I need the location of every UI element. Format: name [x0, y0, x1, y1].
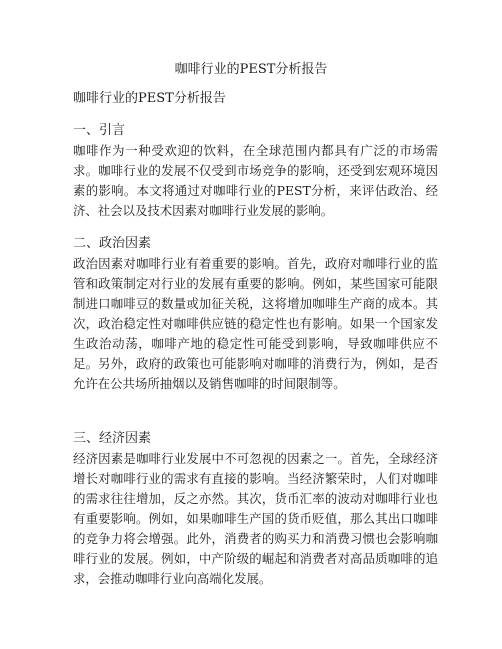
section-body: 经济因素是咖啡行业发展中不可忽视的因素之一。首先，全球经济增长对咖啡行业的需求有直接的影响。当经济繁荣时，人们对咖啡的需求往往增加，反之亦然。其次，货币汇率的波动对咖啡行业也有重要影响。例如，如果咖啡生产国的货币贬值，那么其出口咖啡的竞争力将会增强。此外，消费者的购买力和消费习惯也会影响咖啡行业的发展。例如，中产阶级的崛起和消费者对高品质咖啡的追求，会推动咖啡行业向高端化发展。 — [73, 451, 438, 586]
document-title: 咖啡行业的PEST分析报告 — [174, 62, 328, 77]
document-subtitle: 咖啡行业的PEST分析报告 — [73, 91, 226, 106]
section-economic — [73, 431, 438, 589]
section-heading: 一、引言 — [73, 123, 126, 138]
section-heading: 二、政治因素 — [73, 236, 152, 251]
section-political — [73, 236, 438, 394]
section-body: 政治因素对咖啡行业有着重要的影响。首先，政府对咖啡行业的监管和政策制定对行业的发展有重要的影响。例如，某些国家可能限制进口咖啡豆的数量或加征关税，这将增加咖啡生产商的成本。其次，政治稳定性对咖啡供应链的稳定性也有影响。如果一个国家发生政治动荡，咖啡产地的稳定性可能受到影响，导致咖啡供应不足。另外，政府的政策也可能影响对咖啡的消费行为，例如，是否允许在公共场所抽烟以及销售咖啡的时间限制等。 — [73, 256, 438, 391]
section-heading: 三、经济因素 — [73, 431, 152, 446]
section-body: 咖啡作为一种受欢迎的饮料，在全球范围内都具有广泛的市场需求。咖啡行业的发展不仅受到市场竞争的影响，还受到宏观环境因素的影响。本文将通过对咖啡行业的PEST分析，来评估政治、经济、社会以及技术因素对咖啡行业发展的影响。 — [73, 143, 438, 218]
section-introduction — [73, 123, 438, 221]
